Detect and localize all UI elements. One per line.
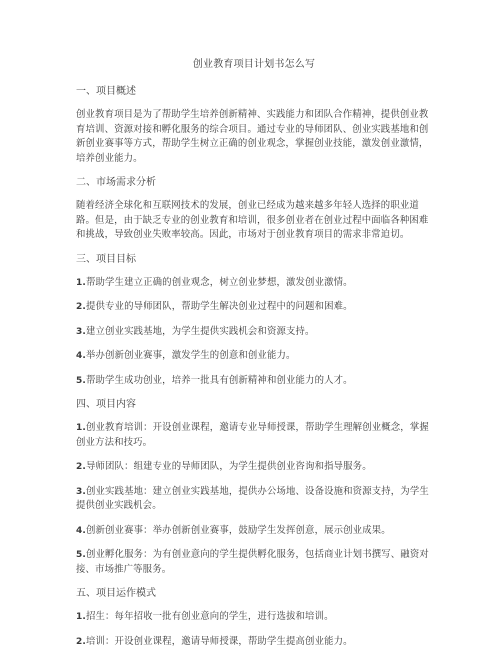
- goal-item: 5.帮助学生成功创业，培养一批具有创新精神和创业能力的人才。: [76, 374, 353, 386]
- operation-item: 1.招生：每年招收一批有创业意向的学生，进行选拔和培训。: [76, 611, 334, 622]
- document-title: 创业教育项目计划书怎么写: [192, 59, 316, 70]
- operation-item: 2.培训：开设创业课程，邀请导师授课，帮助学生提高创业能力。: [76, 635, 353, 647]
- content-item: 5.创业孵化服务：为有创业意向的学生提供孵化服务，包括商业计划书撰写、融资对接、市场推广等服务。: [76, 549, 429, 575]
- goal-item: 1.帮助学生建立正确的创业观念，树立创业梦想，激发创业激情。: [76, 276, 353, 288]
- goal-item: 2.提供专业的导师团队，帮助学生解决创业过程中的问题和困难。: [76, 301, 353, 312]
- section-heading-content: 四、项目内容: [76, 399, 136, 410]
- content-item: 1.创业教育培训：开设创业课程，邀请专业导师授课，帮助学生理解创业概念，掌握创业方法和技巧。: [76, 422, 429, 448]
- market-paragraph: 随着经济全球化和互联网技术的发展，创业已经成为越来越多年轻人选择的职业道路。但是，由于缺乏专业的创业教育和培训，很多创业者在创业过程中面临各种困难和挑战，导致创业失败率较高。因此，市场对于创业教育项目的需求非常迫切。: [76, 200, 429, 240]
- content-item: 4.创新创业赛事：举办创新创业赛事，鼓励学生发挥创意，展示创业成果。: [76, 524, 391, 536]
- content-item: 3.创业实践基地：建立创业实践基地，提供办公场地、设备设施和资源支持，为学生提供创业实践机会。: [76, 485, 429, 511]
- section-heading-market: 二、市场需求分析: [76, 177, 156, 188]
- section-heading-overview: 一、项目概述: [76, 86, 136, 97]
- content-item: 2.导师团队：组建专业的导师团队，为学生提供创业咨询和指导服务。: [76, 461, 372, 472]
- overview-paragraph: 创业教育项目是为了帮助学生培养创新精神、实践能力和团队合作精神，提供创业教育培训、资源对接和孵化服务的综合项目。通过专业的导师团队、创业实践基地和创新创业赛事等方式，帮助学生树立正确的创业观念，掌握创业技能，激发创业激情，培养创业能力。: [76, 109, 429, 164]
- goal-item: 3.建立创业实践基地，为学生提供实践机会和资源支持。: [76, 325, 315, 337]
- section-heading-goals: 三、项目目标: [76, 253, 136, 265]
- section-heading-operation: 五、项目运作模式: [76, 588, 156, 599]
- goal-item: 4.举办创新创业赛事，激发学生的创意和创业能力。: [76, 350, 296, 361]
